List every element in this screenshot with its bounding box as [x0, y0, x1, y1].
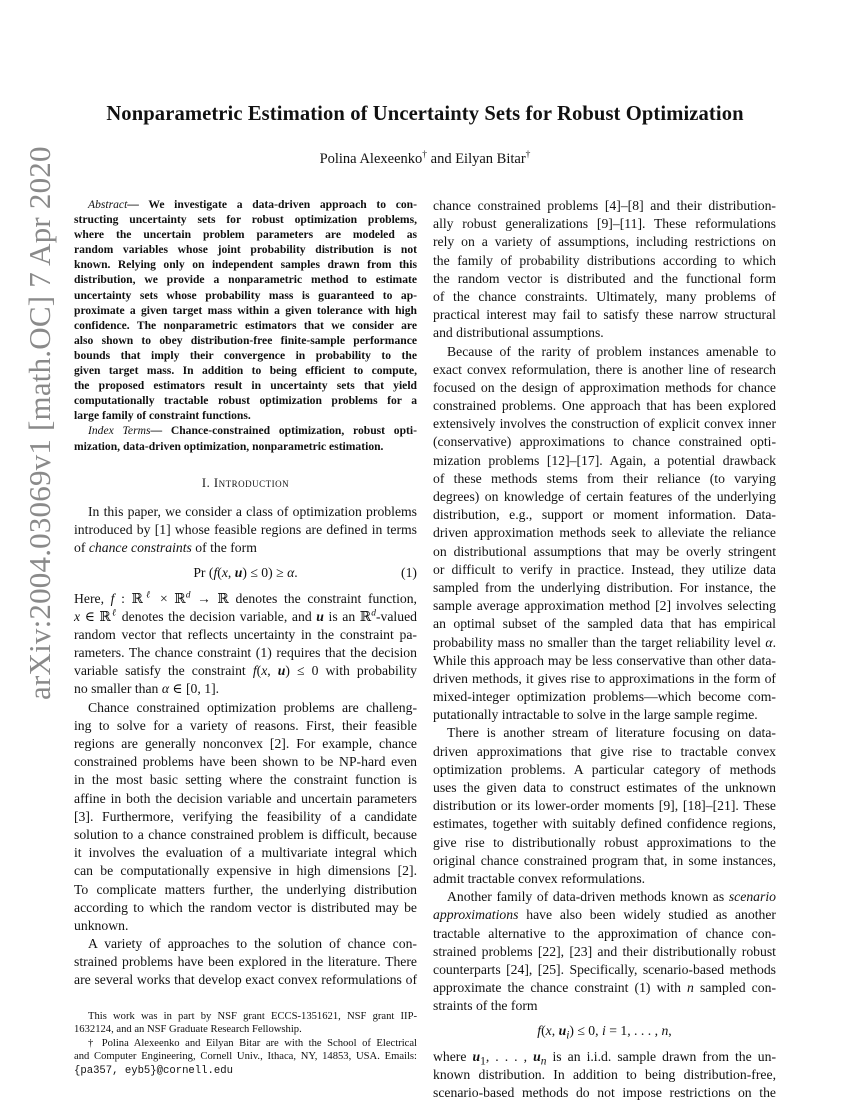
body-text-line: regions are generally nonconvex [2]. For example, chance: [74, 736, 417, 752]
section-heading: I. Introduction: [201, 475, 290, 490]
body-text-line: scenario-based methods do not impose restrictions on the: [433, 1085, 776, 1100]
body-text-line: sampled from the underlying distribution. For instance, the: [433, 579, 776, 595]
abstract-block: [74, 272, 417, 287]
body-text-line: Another family of data-driven methods known as scenario: [447, 889, 776, 905]
abstract-block: [74, 212, 417, 227]
body-text-line: distribution, e.g., support or moment information. Data-: [433, 507, 776, 523]
body-text-line: putationally intractable to solve in the large sample regime.: [433, 707, 758, 723]
abstract-block: [74, 257, 417, 272]
body-text-line: introduced by [1] whose feasible regions are defined in terms: [74, 521, 417, 537]
body-text-line: There is another stream of literature focusing on data-: [447, 725, 776, 741]
body-text-line: according to which the random vector is distributed may be: [74, 899, 417, 915]
body-text-line: known distribution. In addition to being distribution-free,: [433, 1066, 776, 1082]
body-text-line: admit tractable convex reformulations.: [433, 870, 646, 886]
abstract-line: known. Relying only on independent samples drawn from this: [74, 258, 417, 272]
body-text-line: counterparts [24], [25]. Specifically, scenario-based methods: [433, 961, 776, 977]
abstract-line: proximate a given target mass within a given tolerance with high: [74, 303, 417, 317]
body-text-line: of these methods stems from their reliance (to varying: [433, 470, 776, 486]
abstract-block: [74, 348, 417, 363]
body-text-line: ing to solve for a variety of reasons. First, their feasible: [74, 717, 417, 733]
body-text-line: exact convex reformulation, there is another line of research: [433, 361, 776, 377]
abstract-block: [74, 227, 417, 242]
body-text-line: tractable alternative to the approximation of chance con-: [433, 925, 776, 941]
body-text-line: rely on a variety of assumptions, including restrictions on: [433, 234, 776, 250]
abstract-block: [74, 318, 417, 333]
body-text-line: of the chance constraints. Ultimately, many problems of: [433, 288, 776, 304]
body-text-line: extensively involves the construction of explicit convex inner: [433, 416, 776, 432]
footnote-block: [74, 1050, 417, 1064]
abstract-line: random variables whose joint probability distribution is not: [74, 243, 417, 257]
author-name: Eilyan Bitar: [455, 151, 526, 167]
body-text-line: estimates, together with suitably defined confidence regions,: [433, 816, 776, 832]
body-text-line: focused on the design of approximation methods for chance: [433, 379, 776, 395]
display-equation: f(x, $u_i) \le 0$, i = 1, . . . , n,: [537, 1023, 672, 1043]
body-text-line: random vector that reflects uncertainty in the constraint pa-: [74, 626, 417, 642]
spacer: [74, 557, 417, 564]
abstract-line: Index Terms— Chance-constrained optimization, robust opti-: [88, 424, 417, 438]
body-text-line: driven approximations that give rise to tractable convex: [433, 743, 776, 759]
abstract-line: uncertainty sets whose probability mass is guaranteed to ap-: [74, 288, 417, 302]
body-text-line: strained problems [22], [23] and their distributionally robust: [433, 943, 776, 959]
body-text-line: Chance constrained optimization problems are challeng-: [88, 699, 417, 715]
abstract-line: the proposed estimators result in uncertainty sets that yield: [74, 379, 417, 393]
abstract-block: [74, 423, 417, 438]
affiliation-mark: †: [525, 150, 531, 161]
body-text-line: approximate the chance constraint (1) with n sampled con-: [433, 980, 777, 996]
body-text-line: ally robust generalizations [9]–[11]. These reformulations: [433, 216, 776, 232]
body-text-line: probability mass no smaller than the target reliability level α.: [433, 634, 776, 650]
body-text-line: mixed-integer optimization problems—which become com-: [433, 689, 776, 705]
spacer: [74, 454, 417, 474]
body-text-line: uses the given data to construct estimates of the unknown: [433, 780, 776, 795]
footnote-block: [74, 1010, 417, 1024]
footnote-line: {pa357, eyb5}@cornell.edu: [74, 1064, 233, 1077]
abstract-block: [74, 333, 417, 348]
footnote-block: [74, 1023, 417, 1037]
footnote-block: [74, 1064, 417, 1078]
footnote-line: and Computer Engineering, Cornell Univ., Ithaca, NY, 14853, USA. Emails:: [74, 1051, 417, 1063]
body-text-line: or difficult to verify in practice. Instead, they utilize data: [433, 561, 776, 577]
abstract-line: distribution, we provide a nonparametric method to estimate: [74, 273, 417, 287]
abstract-line: computationally tractable robust optimization problems for a: [74, 394, 417, 408]
abstract-line: bounds that imply their convergence in probability to the: [74, 348, 417, 362]
footnote-line: † Polina Alexeenko and Eilyan Bitar are with the School of Electrical: [88, 1037, 417, 1049]
body-text-line: optimization problems. A particular category of methods: [433, 761, 776, 777]
body-text-line: mization problems [12]–[17]. Again, a potential drawback: [433, 452, 776, 468]
body-text-line: [3]. Furthermore, verifying the feasibility of a candidate: [74, 808, 417, 824]
body-text-line: no smaller than α ∈ [0, 1].: [74, 681, 220, 697]
body-text-line: in the most basic setting where the constraint function is: [74, 772, 417, 788]
body-text-line: practical interest may fail to satisfy these narrow structural: [433, 307, 776, 323]
abstract-line: Abstract— We investigate a data-driven approach to con-: [88, 198, 417, 211]
arxiv-identifier-stamp: arXiv:2004.03069v1 [math.OC] 7 Apr 2020: [22, 146, 57, 700]
abstract-line: mization, data-driven optimization, nonparametric estimation.: [74, 439, 384, 453]
body-text-line: In this paper, we consider a class of optimization problems: [88, 503, 417, 519]
abstract-line: large family of constraint functions.: [74, 409, 251, 423]
spacer: [74, 990, 417, 1010]
body-text-line: strained problems have been explored in the literature. There: [74, 954, 417, 970]
abstract-block: [74, 303, 417, 318]
paper-title: Nonparametric Estimation of Uncertainty Sets for Robust Optimization: [106, 103, 744, 125]
display-equation: Pr (f(x, u) ≤ 0) ≥ α. (1): [74, 564, 417, 582]
body-text-line: can be computationally expensive in high dimensions [2].: [74, 863, 417, 879]
body-text-line: sample average approximation method [2] involves selecting: [433, 598, 776, 614]
body-text-line: approximations have also been widely studied as another: [433, 907, 776, 923]
abstract-line: also shown to obey distribution-free finite-sample performance: [74, 333, 417, 347]
body-text-line: are several works that develop exact convex reformulations of: [74, 972, 417, 988]
body-text-line: straints of the form: [433, 998, 538, 1014]
spacer: [433, 1041, 776, 1048]
left-column: [74, 197, 417, 1077]
abstract-line: where the uncertain problem parameters are modeled as: [74, 228, 417, 242]
body-text-line: give rise to distributionally robust approximations to the: [433, 834, 776, 850]
spacer: [74, 583, 417, 590]
body-text-line: the random vector is distributed and the functional form: [433, 270, 776, 286]
abstract-block: [74, 393, 417, 408]
right-column: [433, 197, 776, 1100]
body-text-line: original chance constrained program that, in some instances,: [433, 852, 776, 868]
body-text-line: constrained problems. One approach that has been explored: [433, 398, 776, 414]
body-text-line: on distributional assumptions that may be overly stringent: [433, 543, 776, 559]
body-text-line: driven methods, it gives rise to approximations in the form of: [433, 670, 776, 686]
spacer: [433, 1015, 776, 1022]
abstract-block: [74, 439, 417, 454]
body-text-line: rameters. The chance constraint (1) requires that the decision: [74, 645, 417, 661]
author-name: Polina Alexeenko: [319, 151, 423, 167]
spacer: [74, 492, 417, 503]
body-text-line: chance constrained problems [4]–[8] and their distribution-: [433, 198, 776, 213]
body-text-line: an optimal subset of the sampled data that has empirical: [433, 616, 776, 632]
body-text-line: Because of the rarity of problem instances amenable to: [447, 343, 776, 359]
abstract-block: [74, 242, 417, 257]
body-text-line: of chance constraints of the form: [74, 540, 257, 556]
body-text-line: While this approach may be less conservative than other data-: [433, 652, 776, 668]
equation-number: (1): [401, 565, 417, 581]
body-text-line: driven approximation methods seek to alleviate the reliance: [433, 525, 776, 541]
body-text-line: x ∈ ℝ$^\ell$ denotes the decision variable, and u is an ℝ$^d$-valued: [74, 608, 417, 624]
body-text-line: (conservative) approximations to chance constrained opti-: [433, 434, 776, 450]
abstract-block: [74, 363, 417, 378]
body-text-line: variable satisfy the constraint f(x, u) ≤ 0 with probability: [74, 663, 418, 679]
body-text-line: it involves the evaluation of a multivariate integral which: [74, 845, 417, 861]
body-text-line: distribution or its lower-order moments [9], [18]–[21]. These: [433, 798, 776, 814]
abstract-line: confidence. The nonparametric estimators that we consider are: [74, 318, 417, 332]
body-text-line: To complicate matters further, the underlying distribution: [74, 881, 417, 897]
body-text-line: A variety of approaches to the solution of chance con-: [88, 936, 417, 952]
author-line: [0, 151, 850, 168]
footnote-line: This work was in part by NSF grant ECCS-1351621, NSF grant IIP-: [88, 1010, 417, 1022]
footnote-line: 1632124, and an NSF Graduate Research Fellowship.: [74, 1024, 302, 1036]
body-text-line: affine in both the decision variable and uncertain parameters: [74, 790, 417, 806]
body-text-line: solution to a chance constrained problem is difficult, because: [74, 826, 417, 842]
affiliation-mark: †: [422, 150, 428, 161]
abstract-line: given target mass. In addition to being efficient to compute,: [74, 364, 417, 378]
body-text-line: unknown.: [74, 917, 129, 933]
body-text-line: where $u_1$, . . . , $u_n$ is an i.i.d. sample drawn from the un-: [433, 1048, 777, 1068]
body-text-line: Here, f : ℝ$^\ell$ × ℝ$^d$ → ℝ denotes the constraint function,: [74, 589, 417, 606]
body-text-line: the family of probability distributions according to which: [433, 252, 776, 268]
body-text-line: and distributional assumptions.: [433, 325, 604, 341]
footnote-block: [74, 1037, 417, 1051]
body-text-line: constrained problems have been shown to be NP-hard even: [74, 754, 417, 770]
abstract-block: [74, 408, 417, 423]
author-separator: and: [427, 151, 456, 167]
abstract-block: [74, 378, 417, 393]
abstract-line: structing uncertainty sets for robust optimization problems,: [74, 213, 417, 227]
body-text-line: degrees) on knowledge of certain features of the underlying: [433, 489, 776, 504]
abstract-block: [74, 197, 417, 212]
abstract-block: [74, 288, 417, 303]
